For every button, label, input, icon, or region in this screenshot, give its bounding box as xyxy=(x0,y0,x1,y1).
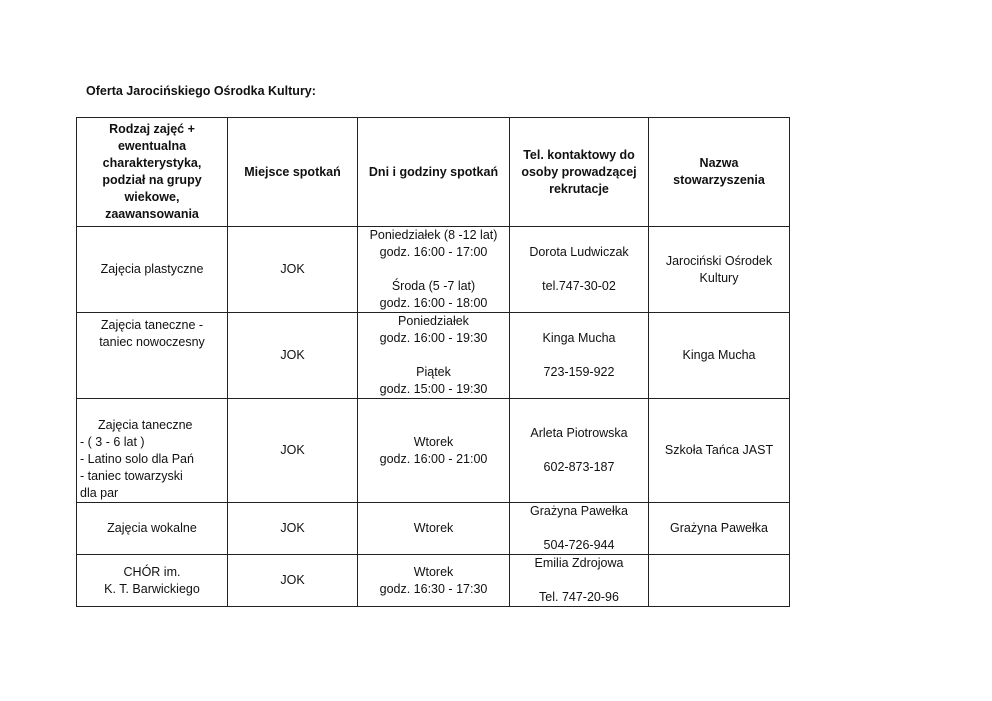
activity-cell: Zajęcia wokalne xyxy=(77,503,228,555)
contact-cell: Emilia Zdrojowa Tel. 747-20-96 xyxy=(510,555,649,607)
place-cell: JOK xyxy=(228,555,358,607)
table-row xyxy=(77,503,790,555)
days-cell: Poniedziałek godz. 16:00 - 19:30 Piątek godz. 15:00 - 19:30 xyxy=(358,313,510,399)
place-cell: JOK xyxy=(228,313,358,399)
activity-cell: Zajęcia taneczne - ( 3 - 6 lat ) - Latino solo dla Pań - taniec towarzyski dla par xyxy=(77,399,228,503)
days-cell: Poniedziałek (8 -12 lat) godz. 16:00 - 17:00 Środa (5 -7 lat) godz. 16:00 - 18:00 xyxy=(358,227,510,313)
place-cell: JOK xyxy=(228,399,358,503)
activity-cell: CHÓR im. K. T. Barwickiego xyxy=(77,555,228,607)
document-title: Oferta Jarocińskiego Ośrodka Kultury: xyxy=(86,84,316,98)
days-cell: Wtorek godz. 16:00 - 21:00 xyxy=(358,399,510,503)
table-header-row xyxy=(77,118,790,227)
table-row xyxy=(77,399,790,503)
offer-table xyxy=(76,117,790,607)
contact-cell: Arleta Piotrowska 602-873-187 xyxy=(510,399,649,503)
header-association: Nazwa stowarzyszenia xyxy=(649,118,790,227)
place-cell: JOK xyxy=(228,503,358,555)
days-cell: Wtorek godz. 16:30 - 17:30 xyxy=(358,555,510,607)
association-cell: Grażyna Pawełka xyxy=(649,503,790,555)
contact-cell: Kinga Mucha 723-159-922 xyxy=(510,313,649,399)
contact-cell: Dorota Ludwiczak tel.747-30-02 xyxy=(510,227,649,313)
header-activity: Rodzaj zajęć + ewentualna charakterystyka, podział na grupy wiekowe, zaawansowania xyxy=(77,118,228,227)
header-place: Miejsce spotkań xyxy=(228,118,358,227)
place-cell: JOK xyxy=(228,227,358,313)
header-days: Dni i godziny spotkań xyxy=(358,118,510,227)
activity-cell: Zajęcia taneczne - taniec nowoczesny xyxy=(77,313,228,399)
activity-cell: Zajęcia plastyczne xyxy=(77,227,228,313)
table-row xyxy=(77,313,790,399)
association-cell xyxy=(649,555,790,607)
header-phone: Tel. kontaktowy do osoby prowadzącej rekrutacje xyxy=(510,118,649,227)
days-cell: Wtorek xyxy=(358,503,510,555)
contact-cell: Grażyna Pawełka 504-726-944 xyxy=(510,503,649,555)
association-cell: Jarociński Ośrodek Kultury xyxy=(649,227,790,313)
table-row xyxy=(77,555,790,607)
association-cell: Kinga Mucha xyxy=(649,313,790,399)
table-row xyxy=(77,227,790,313)
association-cell: Szkoła Tańca JAST xyxy=(649,399,790,503)
